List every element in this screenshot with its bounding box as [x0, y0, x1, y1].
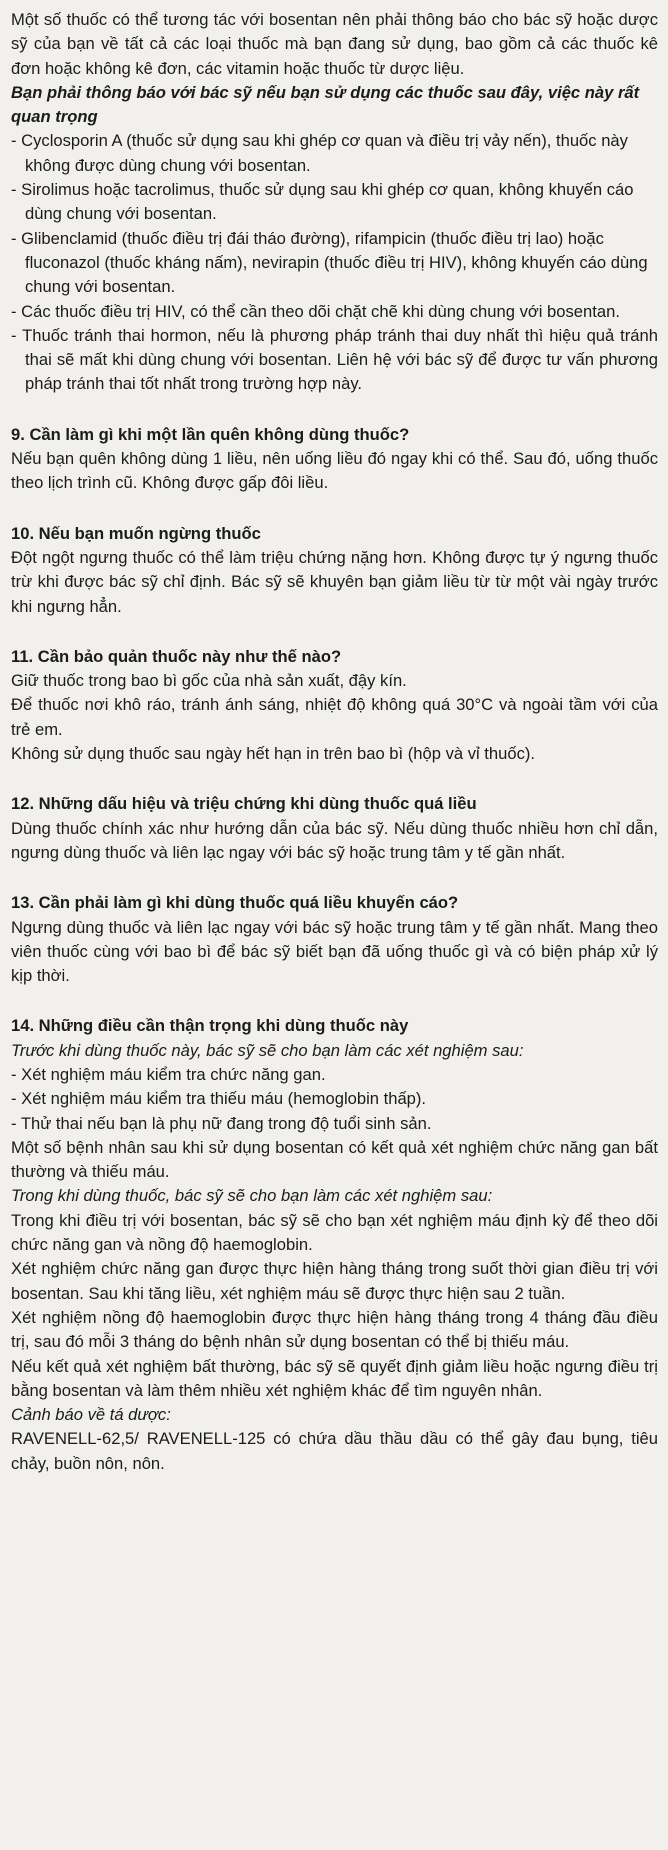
excipient-warning-text: RAVENELL-62,5/ RAVENELL-125 có chứa dầu thầu dầu có thể gây đau bụng, tiêu chảy, buồn nôn, nôn.	[11, 1429, 658, 1473]
storage-line: Để thuốc nơi khô ráo, tránh ánh sáng, nhiệt độ không quá 30°C và ngoài tầm với của trẻ em.	[11, 695, 658, 739]
section-12-body: Dùng thuốc chính xác như hướng dẫn của bác sỹ. Nếu dùng thuốc nhiều hơn chỉ dẫn, ngưng dùng thuốc và liên lạc ngay với bác sỹ hoặc trung tâm y tế gần nhất.	[11, 818, 658, 862]
section-10-body: Đột ngột ngưng thuốc có thể làm triệu chứng nặng hơn. Không được tự ý ngưng thuốc trừ khi được bác sỹ chỉ định. Bác sỹ sẽ khuyên bạn giảm liều từ từ một vài ngày trước khi ngưng hẳn.	[11, 547, 658, 616]
section-9-heading: 9. Cần làm gì khi một lần quên không dùng thuốc?	[11, 424, 410, 444]
interaction-item: - Cyclosporin A (thuốc sử dụng sau khi ghép cơ quan và điều trị vảy nến), thuốc này không được dùng chung với bosentan.	[11, 131, 628, 175]
section-9-body: Nếu bạn quên không dùng 1 liều, nên uống liều đó ngay khi có thể. Sau đó, uống thuốc theo lịch trình cũ. Không được gấp đôi liều.	[11, 449, 658, 493]
important-notice: Bạn phải thông báo với bác sỹ nếu bạn sử dụng các thuốc sau đây, việc này rất quan trọng	[11, 82, 640, 127]
intro-paragraph: Một số thuốc có thể tương tác với bosentan nên phải thông báo cho bác sỹ hoặc dược sỹ của bạn về tất cả các loại thuốc mà bạn đang sử dụng, bao gồm cả các thuốc kê đơn hoặc không kê đơn, các vitamin hoặc thuốc từ dược liệu.	[11, 10, 658, 78]
before-test-item: - Xét nghiệm máu kiểm tra chức năng gan.	[11, 1064, 326, 1084]
during-tests-paragraph: Xét nghiệm nồng độ haemoglobin được thực hiện hàng tháng trong 4 tháng đầu điều trị, sau đó mỗi 3 tháng do bệnh nhân sử dụng bosentan có thể bị thiếu máu.	[11, 1307, 658, 1352]
during-tests-label: Trong khi dùng thuốc, bác sỹ sẽ cho bạn làm các xét nghiệm sau:	[11, 1186, 493, 1206]
before-test-item: - Thử thai nếu bạn là phụ nữ đang trong độ tuổi sinh sản.	[11, 1113, 432, 1133]
interaction-item: - Thuốc tránh thai hormon, nếu là phương pháp tránh thai duy nhất thì hiệu quả tránh thai sẽ mất khi dùng chung với bosentan. Liên hệ với bác sỹ để được tư vấn phương pháp tránh thai tốt nhất trong trường hợp này.	[11, 325, 658, 394]
storage-line: Không sử dụng thuốc sau ngày hết hạn in trên bao bì (hộp và vỉ thuốc).	[11, 744, 536, 764]
during-tests-paragraph: Trong khi điều trị với bosentan, bác sỹ sẽ cho bạn xét nghiệm máu định kỳ để theo dõi chức năng gan và nồng độ haemoglobin.	[11, 1210, 658, 1255]
section-11-heading: 11. Cần bảo quản thuốc này như thế nào?	[11, 646, 342, 666]
excipient-warning-label: Cảnh báo về tá dược:	[11, 1405, 171, 1425]
interaction-item: - Glibenclamid (thuốc điều trị đái tháo đường), rifampicin (thuốc điều trị lao) hoặc fluconazol (thuốc kháng nấm), nevirapin (thuốc điều trị HIV), không khuyến cáo dùng chung với bosentan.	[11, 228, 648, 297]
section-12-heading: 12. Những dấu hiệu và triệu chứng khi dùng thuốc quá liều	[11, 794, 477, 814]
interaction-item: - Các thuốc điều trị HIV, có thể cần theo dõi chặt chẽ khi dùng chung với bosentan.	[11, 301, 620, 321]
before-tests-note: Một số bệnh nhân sau khi sử dụng bosentan có kết quả xét nghiệm chức năng gan bất thường và thiếu máu.	[11, 1137, 658, 1182]
during-tests-paragraph: Nếu kết quả xét nghiệm bất thường, bác sỹ sẽ quyết định giảm liều hoặc ngưng điều trị bằng bosentan và làm thêm nhiều xét nghiệm khác để tìm nguyên nhân.	[11, 1356, 658, 1400]
section-13-body: Ngưng dùng thuốc và liên lạc ngay với bác sỹ hoặc trung tâm y tế gần nhất. Mang theo viên thuốc cùng với bao bì để bác sỹ biết bạn đã uống thuốc gì và có biện pháp xử lý kịp thời.	[11, 917, 658, 986]
before-tests-label: Trước khi dùng thuốc này, bác sỹ sẽ cho bạn làm các xét nghiệm sau:	[11, 1040, 524, 1060]
storage-line: Giữ thuốc trong bao bì gốc của nhà sản xuất, đậy kín.	[11, 671, 407, 691]
section-10-heading: 10. Nếu bạn muốn ngừng thuốc	[11, 523, 261, 543]
section-14-heading: 14. Những điều cần thận trọng khi dùng thuốc này	[11, 1016, 409, 1036]
section-13-heading: 13. Cần phải làm gì khi dùng thuốc quá liều khuyến cáo?	[11, 893, 459, 913]
during-tests-paragraph: Xét nghiệm chức năng gan được thực hiện hàng tháng trong suốt thời gian điều trị với bosentan. Sau khi tăng liều, xét nghiệm máu sẽ được thực hiện sau 2 tuần.	[11, 1259, 658, 1303]
before-test-item: - Xét nghiệm máu kiểm tra thiếu máu (hemoglobin thấp).	[11, 1089, 427, 1109]
interaction-item: - Sirolimus hoặc tacrolimus, thuốc sử dụng sau khi ghép cơ quan, không khuyến cáo dùng chung với bosentan.	[11, 180, 634, 224]
